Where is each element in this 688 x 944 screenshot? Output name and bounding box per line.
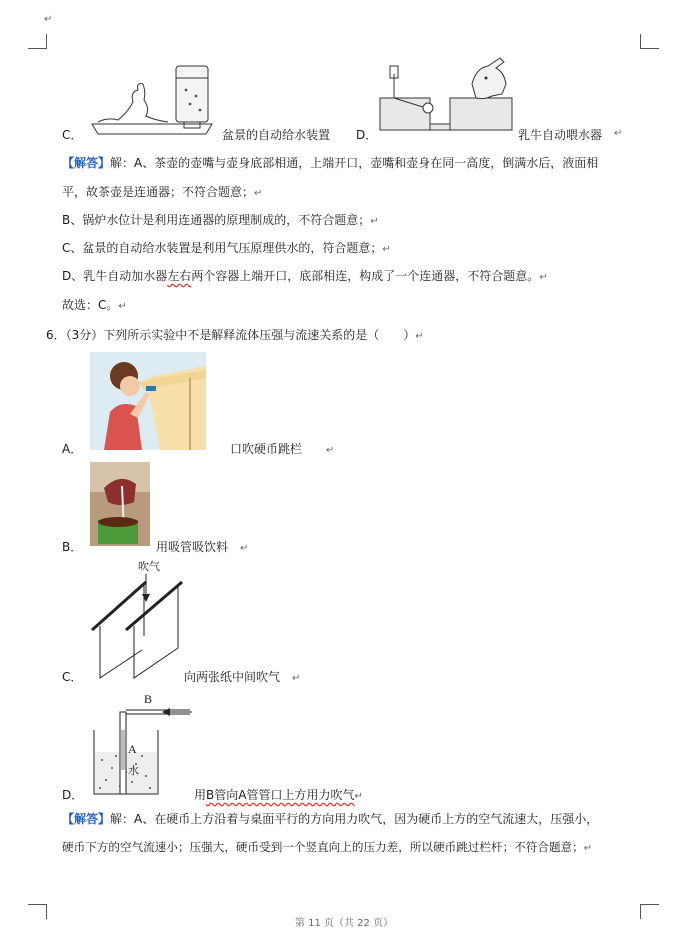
option-b-text: 用吸管吸饮料 ↵: [156, 540, 249, 554]
fig-d-label-b: B: [144, 692, 153, 706]
answer-5-line-2: 平，故茶壶是连通器；不符合题意；↵: [62, 185, 263, 199]
bonsai-water-feeder-figure: [88, 62, 220, 140]
fig-d-label-water: 水: [128, 764, 139, 777]
cow-water-feeder-figure: [376, 54, 516, 138]
page-footer: 第 11 页（共 22 页）: [294, 918, 394, 929]
question-6-stem: 6．（3分）下列所示实验中不是解释流体压强与流速关系的是（ ）↵: [46, 328, 424, 342]
answer-5-line-1: 【解答】解：A、茶壶的壶嘴与壶身底部相通，上端开口，壶嘴和壶身在同一高度，倒满水后，液面相: [62, 156, 599, 170]
option-d-text: 用B管向A管管口上方用力吹气↵: [194, 788, 363, 802]
option-d-text: 乳牛自动喂水器: [518, 128, 603, 142]
tube-blow-figure: [86, 690, 198, 800]
answer-tag: 【解答】: [62, 812, 111, 826]
option-d-letter: D．: [356, 128, 378, 142]
option-a-text: 口吹硬币跳栏 ↵: [230, 442, 335, 456]
answer-5-line-6: 故选：C。↵: [62, 298, 127, 312]
option-a-letter: A．: [62, 442, 83, 456]
coin-blowing-figure: [90, 352, 206, 450]
option-c-text: 盆景的自动给水装置: [222, 128, 331, 142]
answer-5-line-4: C、盆景的自动给水装置是利用气压原理供水的，符合题意；↵: [62, 241, 391, 255]
option-b-letter: B．: [62, 540, 83, 554]
answer-6-line-1: 【解答】解：A、在硬币上方沿着与桌面平行的方向用力吹气，因为硬币上方的空气流速大，压强小，: [62, 812, 599, 826]
answer-6-line-2: 硬币下方的空气流速小；压强大，硬币受到一个竖直向上的压力差，所以硬币跳过栏杆；不符合题意；↵: [62, 840, 593, 854]
answer-5-line-3: B、锅炉水位计是利用连通器的原理制成的，不符合题意；↵: [62, 213, 379, 227]
two-papers-figure: [86, 572, 190, 682]
fig-c-label-blow: 吹气: [138, 560, 160, 573]
option-c-letter: C．: [62, 670, 83, 684]
option-d-letter: D．: [62, 788, 84, 802]
fig-d-label-a: A: [128, 742, 137, 756]
return-mark: ↵: [614, 128, 623, 139]
crop-mark-top-right: [640, 34, 659, 49]
option-c-letter: C．: [62, 128, 83, 142]
option-c-text: 向两张纸中间吹气 ↵: [184, 670, 301, 684]
return-mark: ↵: [44, 14, 53, 25]
answer-tag: 【解答】: [62, 156, 111, 170]
crop-mark-top-left: [28, 34, 47, 49]
straw-drink-figure: [90, 462, 150, 546]
answer-5-line-5: D、乳牛自动加水器左右两个容器上端开口，底部相连，构成了一个连通器，不符合题意。↵: [62, 269, 548, 283]
